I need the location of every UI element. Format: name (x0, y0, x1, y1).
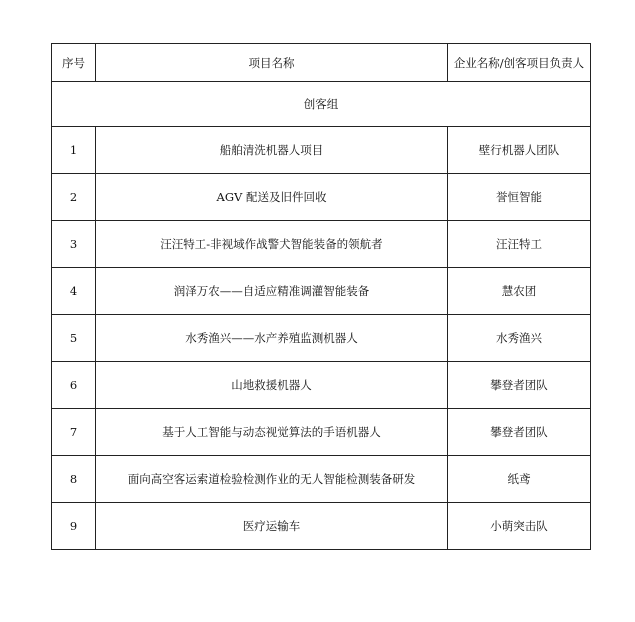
row-index: 5 (52, 315, 96, 362)
row-project-name: 水秀渔兴——水产养殖监测机器人 (96, 315, 448, 362)
row-company-name: 壁行机器人团队 (448, 127, 591, 174)
row-project-name: 汪汪特工-非视域作战警犬智能装备的领航者 (96, 221, 448, 268)
row-company-name: 攀登者团队 (448, 409, 591, 456)
table-row (52, 268, 591, 315)
table-row (52, 456, 591, 503)
row-project-name: 面向高空客运索道检验检测作业的无人智能检测装备研发 (96, 456, 448, 503)
row-project-name: 医疗运输车 (96, 503, 448, 550)
header-company-name: 企业名称/创客项目负责人 (448, 44, 591, 82)
table-row (52, 409, 591, 456)
table-row (52, 174, 591, 221)
row-project-name: 山地救援机器人 (96, 362, 448, 409)
table-row (52, 503, 591, 550)
row-project-name: 基于人工智能与动态视觉算法的手语机器人 (96, 409, 448, 456)
row-index: 9 (52, 503, 96, 550)
row-project-name: 润泽万农——自适应精准调灌智能装备 (96, 268, 448, 315)
row-company-name: 水秀渔兴 (448, 315, 591, 362)
header-project-name: 项目名称 (96, 44, 448, 82)
row-project-name: AGV 配送及旧件回收 (96, 174, 448, 221)
row-company-name: 慧农团 (448, 268, 591, 315)
row-company-name: 誉恒智能 (448, 174, 591, 221)
table-row (52, 127, 591, 174)
group-row (52, 82, 591, 127)
row-index: 7 (52, 409, 96, 456)
table-header-row (52, 44, 591, 82)
group-title: 创客组 (52, 82, 591, 127)
row-index: 8 (52, 456, 96, 503)
row-index: 1 (52, 127, 96, 174)
table-row (52, 221, 591, 268)
table-row (52, 315, 591, 362)
row-index: 3 (52, 221, 96, 268)
row-index: 4 (52, 268, 96, 315)
row-company-name: 攀登者团队 (448, 362, 591, 409)
row-index: 2 (52, 174, 96, 221)
table-row (52, 362, 591, 409)
row-project-name: 船舶清洗机器人项目 (96, 127, 448, 174)
row-index: 6 (52, 362, 96, 409)
row-company-name: 小萌突击队 (448, 503, 591, 550)
row-company-name: 汪汪特工 (448, 221, 591, 268)
row-company-name: 纸鸢 (448, 456, 591, 503)
header-index: 序号 (52, 44, 96, 82)
project-table (51, 43, 591, 550)
